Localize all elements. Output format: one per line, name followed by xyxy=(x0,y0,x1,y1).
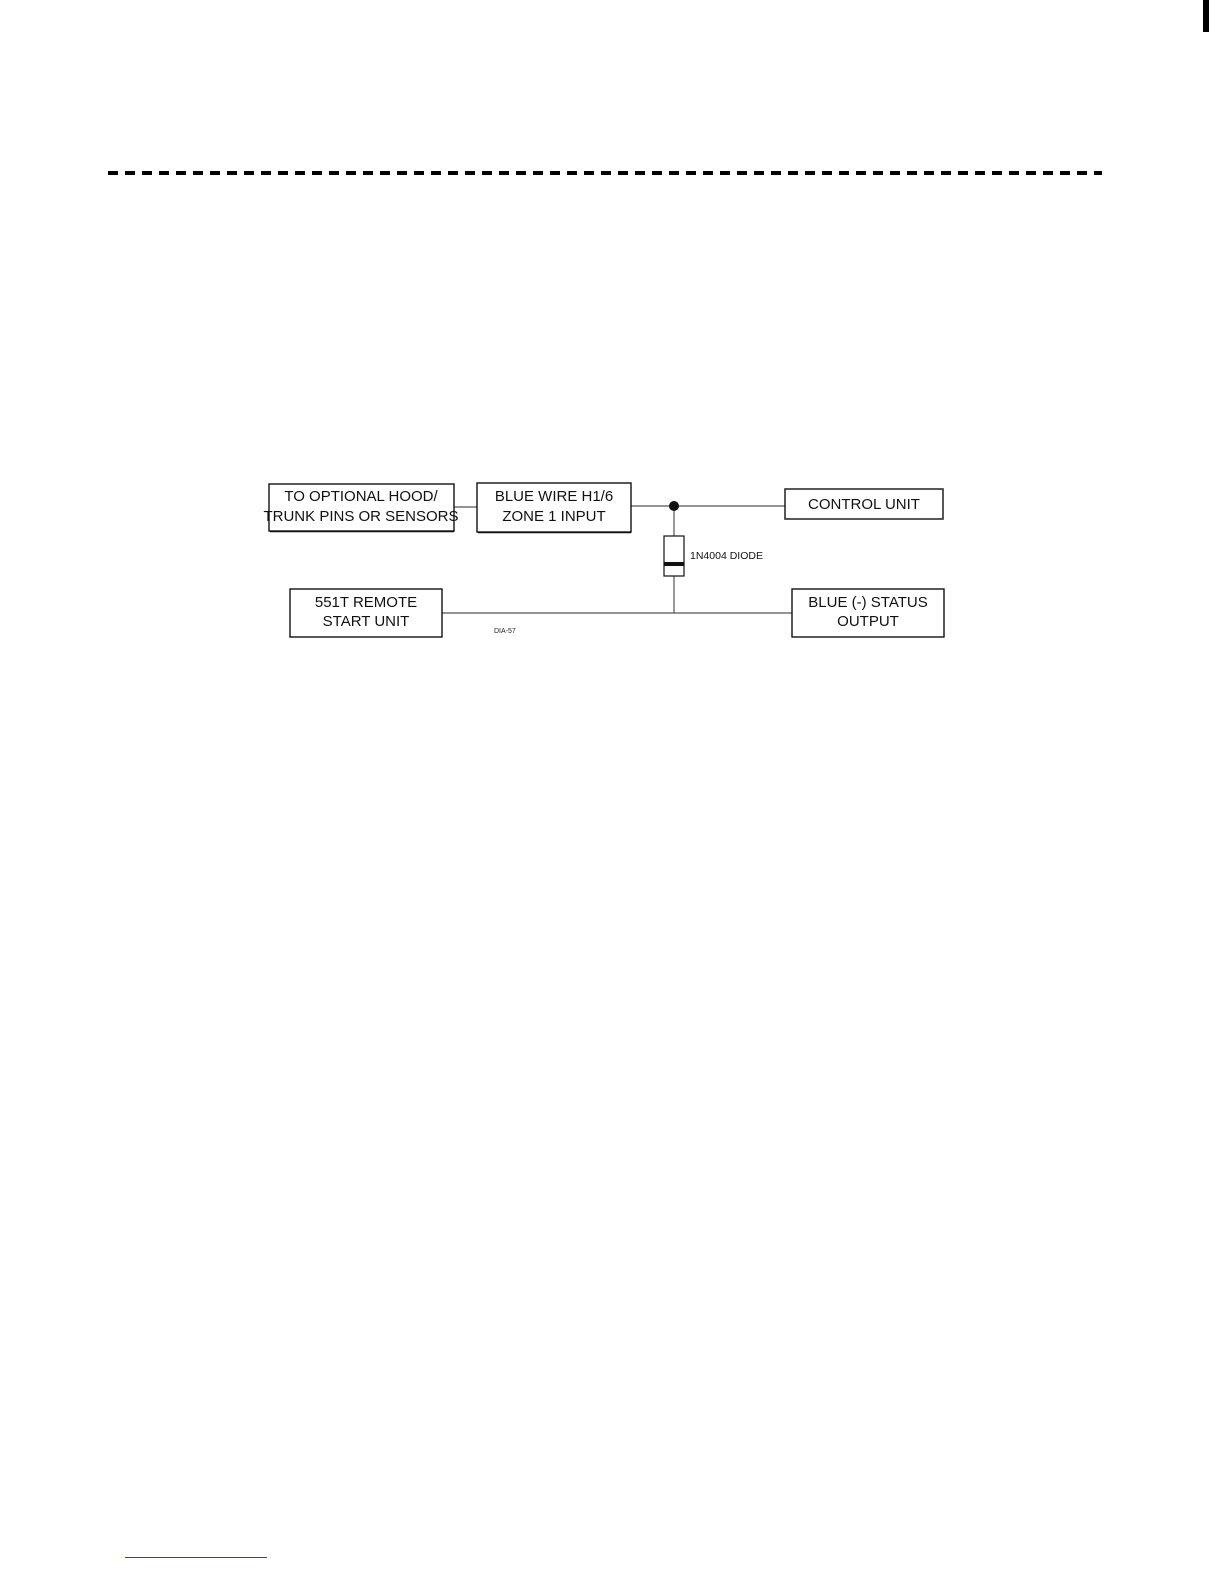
diode-label: 1N4004 DIODE xyxy=(690,550,763,562)
box-hood-trunk-sensors xyxy=(263,484,458,532)
diode-symbol xyxy=(664,536,684,576)
box-control-unit-line-1: CONTROL UNIT xyxy=(808,496,920,513)
figure-id: DIA-57 xyxy=(494,628,516,635)
box-status-output-line-1: BLUE (-) STATUS xyxy=(808,594,928,611)
box-remote-start-line-1: 551T REMOTE xyxy=(314,594,418,611)
box-blue-wire-line-2: ZONE 1 INPUT xyxy=(502,508,606,525)
box-hood-trunk-line-1: TO OPTIONAL HOOD/ xyxy=(284,488,438,505)
box-hood-trunk-line-2: TRUNK PINS OR SENSORS xyxy=(263,508,459,525)
box-status-output-line-2: OUTPUT xyxy=(837,613,899,630)
footer-link-underline xyxy=(125,1557,267,1558)
box-remote-start-unit xyxy=(290,589,442,637)
box-control-unit xyxy=(785,489,943,519)
junction-dot xyxy=(669,501,679,511)
box-status-output xyxy=(792,589,944,637)
box-blue-wire-line-1: BLUE WIRE H1/6 xyxy=(494,488,614,505)
box-remote-start-line-2: START UNIT xyxy=(322,613,410,630)
box-blue-wire-zone-input xyxy=(477,483,631,533)
